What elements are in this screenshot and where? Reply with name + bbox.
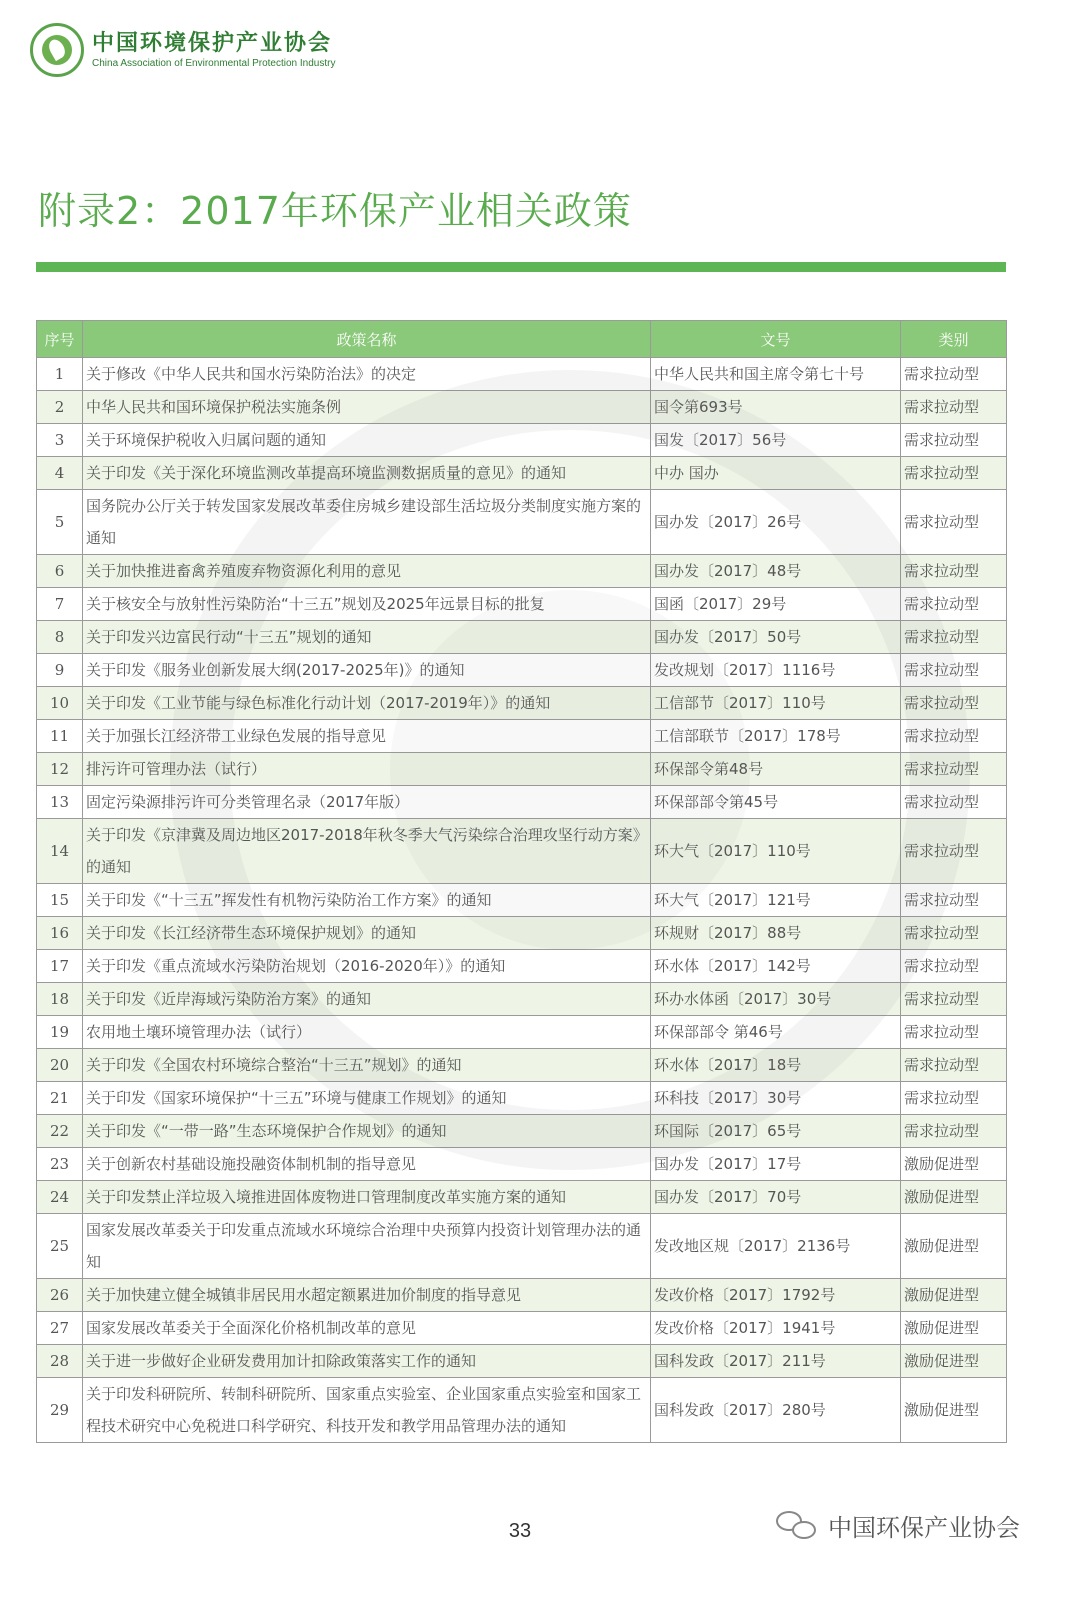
cell-type: 需求拉动型 [901,424,1007,457]
cell-no: 28 [37,1345,83,1378]
cell-name: 关于印发《“一带一路”生态环境保护合作规划》的通知 [83,1115,651,1148]
table-header-row [37,321,1007,358]
table-row [37,424,1007,457]
cell-doc: 国函〔2017〕29号 [651,588,901,621]
table-row [37,1214,1007,1279]
cell-doc: 国办发〔2017〕17号 [651,1148,901,1181]
cell-doc: 国令第693号 [651,391,901,424]
cell-no: 15 [37,884,83,917]
cell-doc: 中华人民共和国主席令第七十号 [651,358,901,391]
cell-doc: 环国际〔2017〕65号 [651,1115,901,1148]
cell-name: 国家发展改革委关于印发重点流域水环境综合治理中央预算内投资计划管理办法的通知 [83,1214,651,1279]
cell-no: 20 [37,1049,83,1082]
page-number: 33 [508,1520,532,1542]
cell-doc: 国办发〔2017〕70号 [651,1181,901,1214]
cell-no: 10 [37,687,83,720]
cell-name: 关于创新农村基础设施投融资体制机制的指导意见 [83,1148,651,1181]
cell-name: 关于印发科研院所、转制科研院所、国家重点实验室、企业国家重点实验室和国家工程技术研究中心免税进口科学研究、科技开发和教学用品管理办法的通知 [83,1378,651,1443]
title-divider [36,262,1006,272]
cell-no: 7 [37,588,83,621]
policy-table [36,320,1007,1443]
cell-name: 关于印发《国家环境保护“十三五”环境与健康工作规划》的通知 [83,1082,651,1115]
cell-name: 中华人民共和国环境保护税法实施条例 [83,391,651,424]
cell-type: 需求拉动型 [901,490,1007,555]
cell-no: 25 [37,1214,83,1279]
cell-name: 关于加强长江经济带工业绿色发展的指导意见 [83,720,651,753]
cell-name: 排污许可管理办法（试行） [83,753,651,786]
cell-doc: 环水体〔2017〕142号 [651,950,901,983]
cell-doc: 工信部联节〔2017〕178号 [651,720,901,753]
cell-name: 关于环境保护税收入归属问题的通知 [83,424,651,457]
cell-name: 关于印发禁止洋垃圾入境推进固体废物进口管理制度改革实施方案的通知 [83,1181,651,1214]
cell-name: 关于印发《京津冀及周边地区2017-2018年秋冬季大气污染综合治理攻坚行动方案》的通知 [83,819,651,884]
cell-name: 关于进一步做好企业研发费用加计扣除政策落实工作的通知 [83,1345,651,1378]
cell-no: 27 [37,1312,83,1345]
cell-type: 需求拉动型 [901,917,1007,950]
cell-no: 17 [37,950,83,983]
cell-doc: 环大气〔2017〕121号 [651,884,901,917]
cell-no: 12 [37,753,83,786]
cell-type: 需求拉动型 [901,720,1007,753]
cell-name: 关于印发《长江经济带生态环境保护规划》的通知 [83,917,651,950]
table-row [37,391,1007,424]
cell-no: 29 [37,1378,83,1443]
cell-no: 18 [37,983,83,1016]
header-no: 序号 [37,321,83,358]
cell-type: 激励促进型 [901,1312,1007,1345]
cell-name: 国家发展改革委关于全面深化价格机制改革的意见 [83,1312,651,1345]
table-row [37,786,1007,819]
cell-no: 16 [37,917,83,950]
cell-doc: 发改价格〔2017〕1941号 [651,1312,901,1345]
table-row [37,950,1007,983]
cell-type: 需求拉动型 [901,884,1007,917]
cell-name: 关于印发《全国农村环境综合整治“十三五”规划》的通知 [83,1049,651,1082]
table-row [37,687,1007,720]
cell-doc: 环科技〔2017〕30号 [651,1082,901,1115]
cell-type: 需求拉动型 [901,457,1007,490]
cell-no: 4 [37,457,83,490]
footer-brand-text: 中国环保产业协会 [828,1514,1020,1542]
cell-type: 需求拉动型 [901,983,1007,1016]
table-row [37,1345,1007,1378]
cell-type: 激励促进型 [901,1279,1007,1312]
table-row [37,555,1007,588]
table-row [37,983,1007,1016]
org-name-cn: 中国环境保护产业协会 [92,29,333,56]
cell-type: 需求拉动型 [901,588,1007,621]
cell-type: 需求拉动型 [901,358,1007,391]
cell-no: 2 [37,391,83,424]
cell-name: 关于印发兴边富民行动“十三五”规划的通知 [83,621,651,654]
org-name [92,31,335,69]
cell-type: 激励促进型 [901,1345,1007,1378]
table-row [37,621,1007,654]
wechat-icon [776,1511,820,1541]
cell-no: 5 [37,490,83,555]
cell-no: 13 [37,786,83,819]
cell-doc: 发改价格〔2017〕1792号 [651,1279,901,1312]
table-row [37,1049,1007,1082]
cell-doc: 国办发〔2017〕48号 [651,555,901,588]
cell-doc: 环保部部令 第46号 [651,1016,901,1049]
cell-doc: 国办发〔2017〕50号 [651,621,901,654]
cell-type: 需求拉动型 [901,753,1007,786]
cell-doc: 环办水体函〔2017〕30号 [651,983,901,1016]
table-row [37,358,1007,391]
cell-name: 关于核安全与放射性污染防治“十三五”规划及2025年远景目标的批复 [83,588,651,621]
cell-type: 需求拉动型 [901,1115,1007,1148]
cell-doc: 中办 国办 [651,457,901,490]
org-name-en: China Association of Environmental Protection Industry [92,58,336,70]
cell-type: 需求拉动型 [901,786,1007,819]
cell-type: 需求拉动型 [901,391,1007,424]
cell-doc: 国科发政〔2017〕211号 [651,1345,901,1378]
cell-name: 关于印发《关于深化环境监测改革提高环境监测数据质量的意见》的通知 [83,457,651,490]
cell-doc: 国发〔2017〕56号 [651,424,901,457]
cell-no: 11 [37,720,83,753]
table-row [37,588,1007,621]
table-row [37,720,1007,753]
cell-name: 关于加快推进畜禽养殖废弃物资源化利用的意见 [83,555,651,588]
table-row [37,1279,1007,1312]
cell-name: 固定污染源排污许可分类管理名录（2017年版） [83,786,651,819]
header-doc: 文号 [651,321,901,358]
cell-doc: 工信部节〔2017〕110号 [651,687,901,720]
cell-doc: 发改地区规〔2017〕2136号 [651,1214,901,1279]
header-name: 政策名称 [83,321,651,358]
cell-no: 1 [37,358,83,391]
cell-doc: 环保部部令第45号 [651,786,901,819]
header-type: 类别 [901,321,1007,358]
cell-name: 关于印发《“十三五”挥发性有机物污染防治工作方案》的通知 [83,884,651,917]
cell-type: 需求拉动型 [901,819,1007,884]
cell-no: 21 [37,1082,83,1115]
cell-name: 关于印发《工业节能与绿色标准化行动计划（2017-2019年）》的通知 [83,687,651,720]
table-row [37,1115,1007,1148]
cell-type: 需求拉动型 [901,555,1007,588]
cell-doc: 环保部令第48号 [651,753,901,786]
cell-no: 9 [37,654,83,687]
cell-type: 激励促进型 [901,1214,1007,1279]
cell-type: 需求拉动型 [901,1082,1007,1115]
cell-type: 需求拉动型 [901,687,1007,720]
cell-no: 14 [37,819,83,884]
table-row [37,1082,1007,1115]
table-row [37,1148,1007,1181]
cell-type: 激励促进型 [901,1378,1007,1443]
cell-name: 关于印发《重点流域水污染防治规划（2016-2020年）》的通知 [83,950,651,983]
cell-no: 23 [37,1148,83,1181]
table-row [37,917,1007,950]
cell-no: 3 [37,424,83,457]
footer-brand [776,1508,1020,1543]
table-row [37,457,1007,490]
cell-no: 26 [37,1279,83,1312]
table-row [37,753,1007,786]
table-body [37,358,1007,1443]
cell-doc: 国办发〔2017〕26号 [651,490,901,555]
cell-type: 需求拉动型 [901,1049,1007,1082]
cell-name: 农用地土壤环境管理办法（试行） [83,1016,651,1049]
cell-doc: 环大气〔2017〕110号 [651,819,901,884]
cell-type: 需求拉动型 [901,1016,1007,1049]
cell-type: 需求拉动型 [901,654,1007,687]
table-row [37,819,1007,884]
association-logo-icon [30,23,84,77]
table-row [37,1312,1007,1345]
cell-name: 关于修改《中华人民共和国水污染防治法》的决定 [83,358,651,391]
cell-doc: 环规财〔2017〕88号 [651,917,901,950]
cell-doc: 国科发政〔2017〕280号 [651,1378,901,1443]
cell-no: 6 [37,555,83,588]
cell-type: 需求拉动型 [901,950,1007,983]
table-row [37,490,1007,555]
table-row [37,884,1007,917]
cell-name: 关于印发《近岸海域污染防治方案》的通知 [83,983,651,1016]
cell-name: 关于印发《服务业创新发展大纲(2017-2025年)》的通知 [83,654,651,687]
table-row [37,1378,1007,1443]
cell-doc: 发改规划〔2017〕1116号 [651,654,901,687]
page-header [30,20,335,80]
cell-no: 22 [37,1115,83,1148]
cell-type: 激励促进型 [901,1181,1007,1214]
cell-no: 8 [37,621,83,654]
cell-no: 24 [37,1181,83,1214]
table-row [37,1181,1007,1214]
page-title: 附录2：2017年环保产业相关政策 [38,189,632,233]
cell-type: 需求拉动型 [901,621,1007,654]
cell-name: 国务院办公厅关于转发国家发展改革委住房城乡建设部生活垃圾分类制度实施方案的通知 [83,490,651,555]
table-row [37,1016,1007,1049]
cell-type: 激励促进型 [901,1148,1007,1181]
cell-no: 19 [37,1016,83,1049]
table-row [37,654,1007,687]
cell-name: 关于加快建立健全城镇非居民用水超定额累进加价制度的指导意见 [83,1279,651,1312]
cell-doc: 环水体〔2017〕18号 [651,1049,901,1082]
